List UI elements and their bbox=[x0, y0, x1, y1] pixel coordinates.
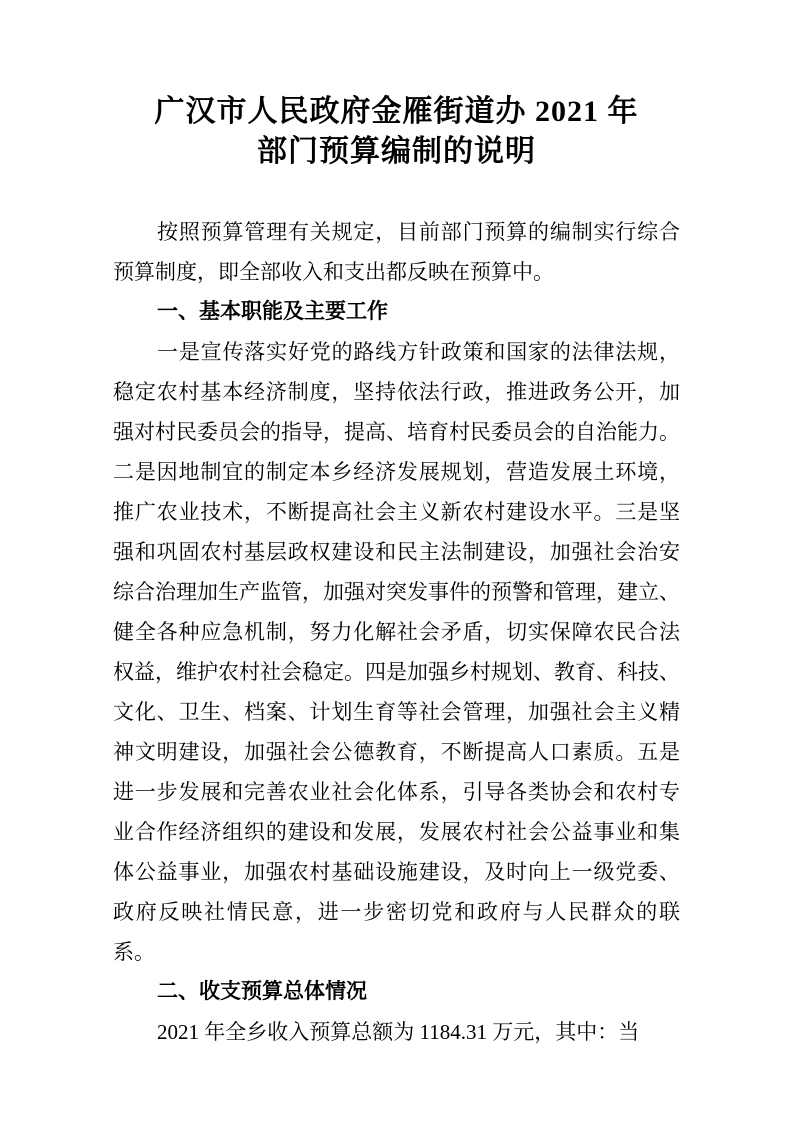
document-title bbox=[0, 92, 793, 172]
section-heading: 一、基本职能及主要工作 bbox=[157, 300, 388, 323]
document-title-line1: 广汉市人民政府金雁街道办 2021 年 bbox=[154, 95, 639, 128]
text-line: 按照预算管理有关规定，目前部门预算的编制实行综合 bbox=[157, 220, 680, 244]
text-line: 推广农业技术，不断提高社会主义新农村建设水平。三是坚 bbox=[113, 500, 680, 524]
text-line: 进一步发展和完善农业社会化体系，引导各类协会和农村专 bbox=[113, 780, 680, 804]
text-line: 预算制度，即全部收入和支出都反映在预算中。 bbox=[113, 260, 554, 284]
text-line: 权益，维护农村社会稳定。四是加强乡村规划、教育、科技、 bbox=[113, 660, 680, 684]
text-line: 神文明建设，加强社会公德教育，不断提高人口素质。五是 bbox=[113, 740, 680, 764]
text-line: 体公益事业，加强农村基础设施建设，及时向上一级党委、 bbox=[113, 860, 680, 884]
text-line: 综合治理加生产监管，加强对突发事件的预警和管理，建立、 bbox=[113, 580, 680, 604]
text-line: 健全各种应急机制，努力化解社会矛盾，切实保障农民合法 bbox=[113, 620, 680, 644]
text-line: 二是因地制宜的制定本乡经济发展规划，营造发展土环境， bbox=[113, 460, 680, 484]
document-body bbox=[113, 212, 680, 1052]
text-line: 业合作经济组织的建设和发展，发展农村社会公益事业和集 bbox=[113, 820, 680, 844]
text-line: 稳定农村基本经济制度，坚持依法行政，推进政务公开，加 bbox=[113, 380, 680, 404]
text-line: 政府反映社情民意，进一步密切党和政府与人民群众的联 bbox=[113, 900, 680, 924]
document-title-line2: 部门预算编制的说明 bbox=[257, 135, 536, 168]
text-line: 文化、卫生、档案、计划生育等社会管理，加强社会主义精 bbox=[113, 700, 680, 724]
text-line: 强和巩固农村基层政权建设和民主法制建设，加强社会治安 bbox=[113, 540, 680, 564]
section-heading: 二、收支预算总体情况 bbox=[157, 980, 367, 1003]
text-line: 系。 bbox=[113, 940, 155, 964]
text-line: 一是宣传落实好党的路线方针政策和国家的法律法规， bbox=[157, 340, 680, 364]
text-line: 强对村民委员会的指导，提高、培育村民委员会的自治能力。 bbox=[113, 420, 680, 444]
text-line: 2021 年全乡收入预算总额为 1184.31 万元，其中：当 bbox=[157, 1020, 640, 1044]
